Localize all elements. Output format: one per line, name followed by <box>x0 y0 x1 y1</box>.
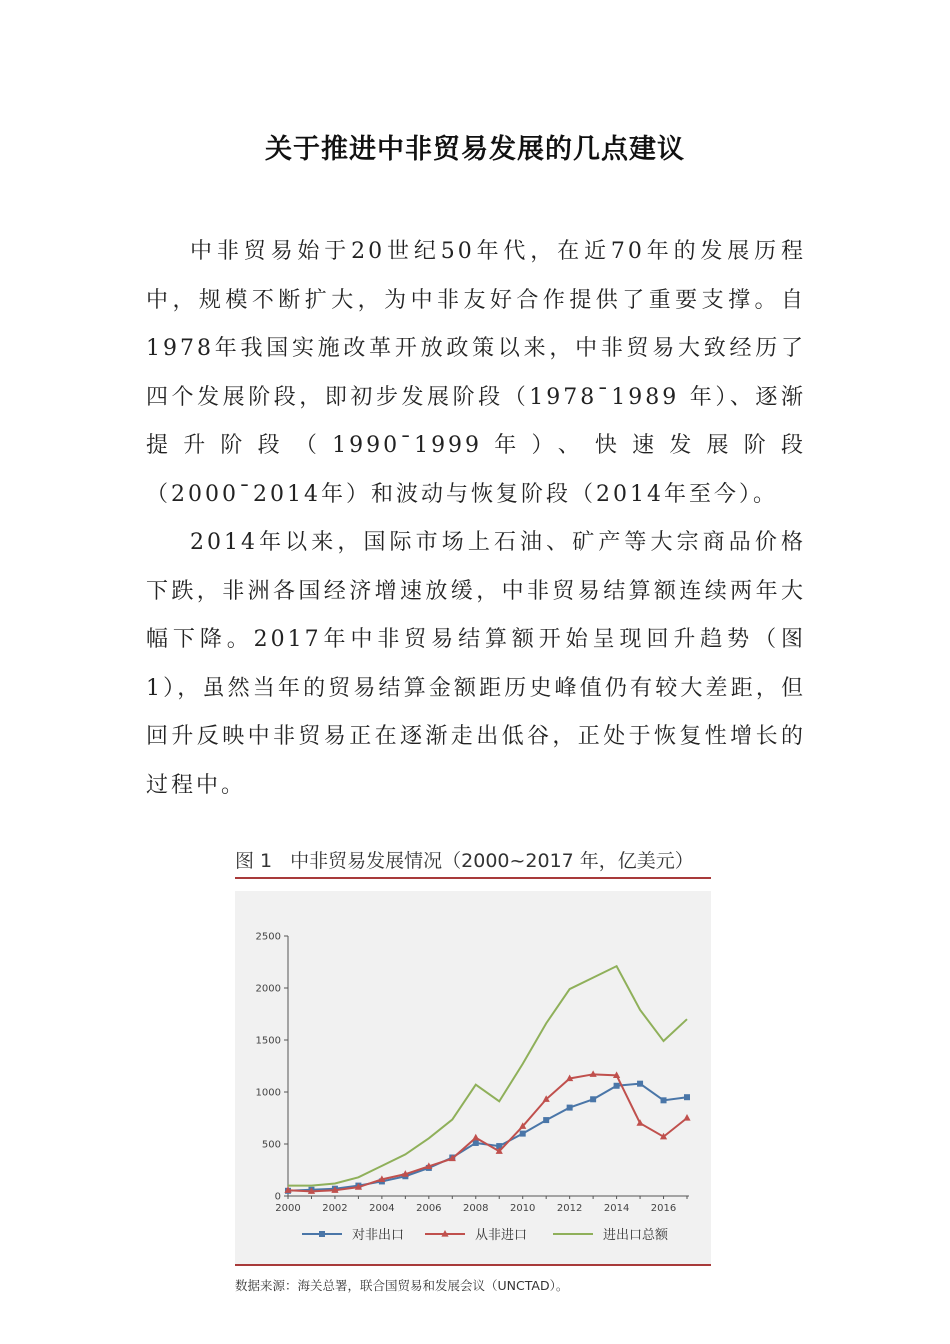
data-point-triangle <box>472 1134 479 1141</box>
y-tick-label: 2500 <box>255 931 281 943</box>
legend-label-1: 对非出口 <box>352 1228 405 1243</box>
data-point-square <box>684 1094 690 1100</box>
data-point-square <box>543 1117 549 1123</box>
y-tick-label: 2000 <box>255 983 281 995</box>
x-tick-label: 2016 <box>650 1203 677 1214</box>
x-tick-label: 2002 <box>322 1203 348 1214</box>
y-tick-label: 1000 <box>255 1087 281 1099</box>
x-tick-label: 2010 <box>509 1203 536 1214</box>
data-point-square <box>567 1105 573 1111</box>
trade-line-chart <box>235 891 711 1264</box>
x-tick-label: 2014 <box>603 1203 630 1214</box>
chart-area <box>235 891 711 1266</box>
x-tick-label: 2012 <box>556 1203 583 1214</box>
series-line-1 <box>288 1084 687 1191</box>
legend-marker-square <box>319 1231 325 1237</box>
figure-title-bar <box>235 845 711 879</box>
paragraph-2: 2014年以来，国际市场上石油、矿产等大宗商品价格下跌，非洲各国经济增速放缓，中非贸易结算额连续两年大幅下降。2017年中非贸易结算额开始呈现回升趋势（图1），虽然当年的贸易结算金额距历史峰值仍有较大差距，但回升反映中非贸易正在逐渐走出低谷，正处于恢复性增长的过程中。 <box>146 530 806 798</box>
y-tick-label: 500 <box>261 1139 281 1151</box>
document-title: 关于推进中非贸易发展的几点建议 <box>265 134 685 165</box>
data-point-square <box>637 1081 643 1087</box>
x-tick-label: 2008 <box>463 1203 489 1214</box>
legend-label-3: 进出口总额 <box>603 1228 669 1243</box>
series-line-3 <box>288 966 687 1185</box>
legend-label-2: 从非进口 <box>475 1228 528 1243</box>
data-point-triangle <box>683 1114 690 1121</box>
figure-source: 数据来源：海关总署，联合国贸易和发展会议（UNCTAD）。 <box>235 1278 569 1293</box>
paragraph-1: 中非贸易始于20世纪50年代，在近70年的发展历程中，规模不断扩大，为中非友好合作提供了重要支撑。自1978年我国实施改革开放政策以来，中非贸易大致经历了四个发展阶段，即初步发展阶段（1978¯1989 年）、逐渐提升阶段（1990¯1999年）、快速发展阶段（2000¯2014年）和波动与恢复阶段（2014年至今）。 <box>146 239 806 507</box>
x-tick-label: 2006 <box>416 1203 442 1214</box>
figure-1 <box>235 845 711 1294</box>
figure-number: 图 1 <box>235 850 273 872</box>
y-tick-label: 0 <box>274 1191 281 1203</box>
data-point-square <box>590 1096 596 1102</box>
document-body <box>146 228 806 810</box>
data-point-square <box>614 1083 620 1089</box>
x-tick-label: 2004 <box>369 1203 395 1214</box>
y-tick-label: 1500 <box>255 1035 281 1047</box>
x-tick-label: 2000 <box>275 1203 301 1214</box>
data-point-square <box>661 1097 667 1103</box>
data-point-square <box>520 1131 526 1137</box>
figure-title: 中非贸易发展情况（2000~2017 年，亿美元） <box>290 850 694 872</box>
